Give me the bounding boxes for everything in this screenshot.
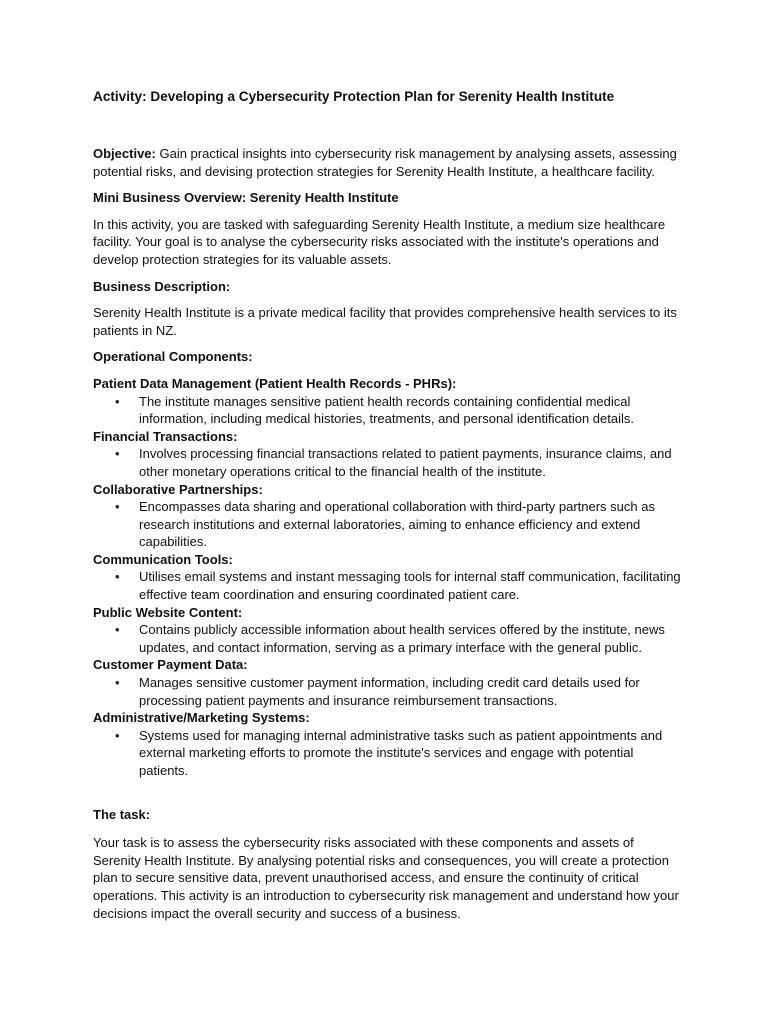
component-heading: Communication Tools: bbox=[93, 551, 233, 567]
bullet-icon: • bbox=[115, 622, 120, 638]
bullet-list bbox=[93, 498, 683, 551]
document-title: Activity: Developing a Cybersecurity Protection Plan for Serenity Health Institute bbox=[93, 89, 615, 104]
objective-paragraph bbox=[93, 145, 683, 180]
list-item-text: Utilises email systems and instant messaging tools for internal staff communication, facilitating effective team coordination and ensuring coordinated patient care. bbox=[139, 569, 681, 603]
components-list bbox=[93, 375, 683, 780]
component-heading: Administrative/Marketing Systems: bbox=[93, 710, 310, 726]
intro-paragraph: In this activity, you are tasked with safeguarding Serenity Health Institute, a medium size healthcare facility. Your goal is to analyse the cybersecurity risks associated with the institute's operations and develop protection strategies for its valuable assets. bbox=[93, 216, 666, 267]
list-item bbox=[93, 621, 683, 656]
list-item-text: Contains publicly accessible information about health services offered by the institute, news updates, and contact information, serving as a primary interface with the general public. bbox=[139, 622, 665, 655]
list-item bbox=[93, 727, 683, 780]
document-body bbox=[93, 145, 683, 931]
list-item-text: Involves processing financial transactions related to patient payments, insurance claims, and other monetary operations critical to the financial health of the institute. bbox=[139, 446, 672, 479]
bullet-icon: • bbox=[115, 393, 120, 409]
component-heading: Patient Data Management (Patient Health Records - PHRs): bbox=[93, 375, 457, 391]
bullet-list bbox=[93, 727, 683, 780]
bullet-list bbox=[93, 393, 683, 428]
component-communication-tools bbox=[93, 551, 683, 604]
list-item bbox=[93, 568, 683, 603]
list-item-text: Manages sensitive customer payment information, including credit card details used for processing patient payments and insurance reimbursement transactions. bbox=[139, 675, 640, 708]
bullet-icon: • bbox=[115, 675, 120, 691]
business-description-paragraph: Serenity Health Institute is a private medical facility that provides comprehensive health services to its patients in NZ. bbox=[93, 305, 677, 338]
bullet-list bbox=[93, 568, 683, 603]
task-heading: The task: bbox=[93, 806, 151, 822]
component-patient-data bbox=[93, 375, 683, 428]
list-item bbox=[93, 393, 683, 428]
task-paragraph: Your task is to assess the cybersecurity risks associated with these components and assets of Serenity Health Institute. By analysing potential risks and consequences, you will create a protection plan to secure sensitive data, prevent unauthorised access, and ensure the continuity of critical operations. This activity is an introduction to cybersecurity risk management and understand how your decisions impact the overall security and success of a business. bbox=[93, 835, 679, 921]
list-item-text: Systems used for managing internal administrative tasks such as patient appointments and external marketing efforts to promote the institute's services and engage with potential patients. bbox=[139, 727, 663, 778]
component-financial-transactions bbox=[93, 428, 683, 481]
operational-components-heading: Operational Components: bbox=[93, 349, 253, 365]
objective-text: Gain practical insights into cybersecurity risk management by analysing assets, assessing potential risks, and devising protection strategies for Serenity Health Institute, a healthcare facility. bbox=[93, 146, 677, 179]
list-item-text: The institute manages sensitive patient health records containing confidential medical information, including medical histories, treatments, and personal identification details. bbox=[139, 393, 634, 427]
overview-heading: Mini Business Overview: Serenity Health Institute bbox=[93, 190, 399, 206]
component-heading: Customer Payment Data: bbox=[93, 657, 248, 673]
bullet-icon: • bbox=[115, 499, 120, 515]
component-administrative-marketing bbox=[93, 709, 683, 779]
objective-label: Objective: bbox=[93, 146, 156, 161]
component-heading: Financial Transactions: bbox=[93, 428, 238, 444]
component-collaborative-partnerships bbox=[93, 481, 683, 551]
component-public-website bbox=[93, 604, 683, 657]
bullet-icon: • bbox=[115, 569, 120, 585]
component-customer-payment bbox=[93, 656, 683, 709]
list-item bbox=[93, 674, 683, 709]
list-item bbox=[93, 498, 683, 551]
list-item-text: Encompasses data sharing and operational collaboration with third-party partners such as research institutions and external laboratories, aiming to enhance efficiency and extend capabilities. bbox=[139, 499, 655, 550]
business-description-heading: Business Description: bbox=[93, 278, 231, 294]
bullet-icon: • bbox=[115, 446, 120, 462]
bullet-list bbox=[93, 445, 683, 480]
bullet-list bbox=[93, 621, 683, 656]
list-item bbox=[93, 445, 683, 480]
component-heading: Public Website Content: bbox=[93, 604, 243, 620]
bullet-list bbox=[93, 674, 683, 709]
component-heading: Collaborative Partnerships: bbox=[93, 481, 263, 497]
bullet-icon: • bbox=[115, 727, 120, 743]
